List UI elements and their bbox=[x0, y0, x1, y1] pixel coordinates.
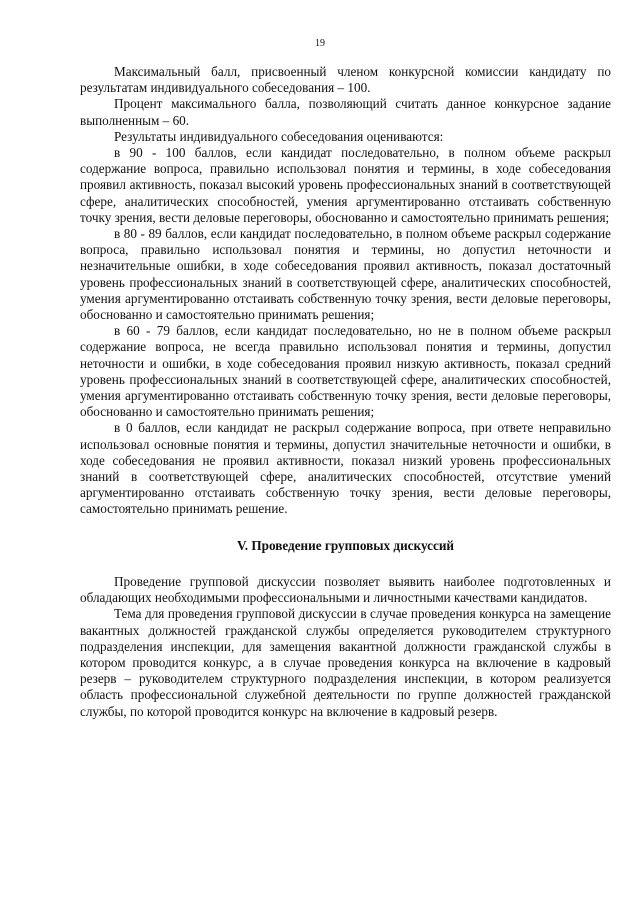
page-number: 19 bbox=[315, 38, 325, 49]
paragraph-score-90-100: в 90 - 100 баллов, если кандидат последовательно, в полном объеме раскрыл содержание вопроса, правильно использовал понятия и термины, в ходе собеседования проявил активность, показал высокий уровень профессиональных знаний в соответствующей сфере, аналитических способностей, умения аргументированно отстаивать собственную точку зрения, вести деловые переговоры, обоснованно и самостоятельно принимать решения; bbox=[80, 145, 611, 225]
paragraph-group-discussion-topic: Тема для проведения групповой дискуссии в случае проведения конкурса на замещение вакантных должностей гражданской службы определяется руководителем структурного подразделения инспекции, для замещения вакантной должности гражданской службы в котором проводится конкурс, а в случае проведения конкурса на включение в кадровый резерв – руководителем структурного подразделения инспекции, в котором реализуется область профессиональной служебной деятельности по группе должностей гражданской службы, по которой проводится конкурс на включение в кадровый резерв. bbox=[80, 606, 611, 719]
paragraph-group-discussion-purpose: Проведение групповой дискуссии позволяет выявить наиболее подготовленных и обладающих необходимыми профессиональными и личностными качествами кандидатов. bbox=[80, 573, 611, 606]
paragraph-pass-percent: Процент максимального балла, позволяющий считать данное конкурсное задание выполненным – 60. bbox=[80, 96, 611, 128]
paragraph-score-60-79: в 60 - 79 баллов, если кандидат последовательно, но не в полном объеме раскрыл содержание вопроса, не всегда правильно использовал понятия и термины, допустил неточности и ошибки, в ходе собеседования проявил низкую активность, показал средний уровень профессиональных знаний в соответствующей сфере, аналитических способностей, умения аргументированно отстаивать собственную точку зрения, вести деловые переговоры, обоснованно и самостоятельно принимать решения; bbox=[80, 323, 611, 420]
paragraph-max-score: Максимальный балл, присвоенный членом конкурсной комиссии кандидату по результатам индивидуального собеседования – 100. bbox=[80, 64, 611, 96]
page-body bbox=[80, 64, 611, 720]
paragraph-score-80-89: в 80 - 89 баллов, если кандидат последовательно, в полном объеме раскрыл содержание вопроса, правильно использовал понятия и термины, но допустил неточности и незначительные ошибки, в ходе собеседования проявил активность, показал достаточный уровень профессиональных знаний в соответствующей сфере, аналитических способностей, умения аргументированно отстаивать собственную точку зрения, вести деловые переговоры, обоснованно и самостоятельно принимать решения; bbox=[80, 226, 611, 323]
paragraph-score-0: в 0 баллов, если кандидат не раскрыл содержание вопроса, при ответе неправильно использовал основные понятия и термины, допустил значительные неточности и ошибки, в ходе собеседования не проявил активности, показал низкий уровень профессиональных знаний в соответствующей сфере, аналитических способностей, отсутствие умений аргументированно отстаивать собственную точку зрения, вести деловые переговоры, самостоятельно принимать решение. bbox=[80, 420, 611, 517]
paragraph-evaluation-intro: Результаты индивидуального собеседования оцениваются: bbox=[114, 128, 444, 144]
section-heading: V. Проведение групповых дискуссий bbox=[236, 537, 455, 553]
